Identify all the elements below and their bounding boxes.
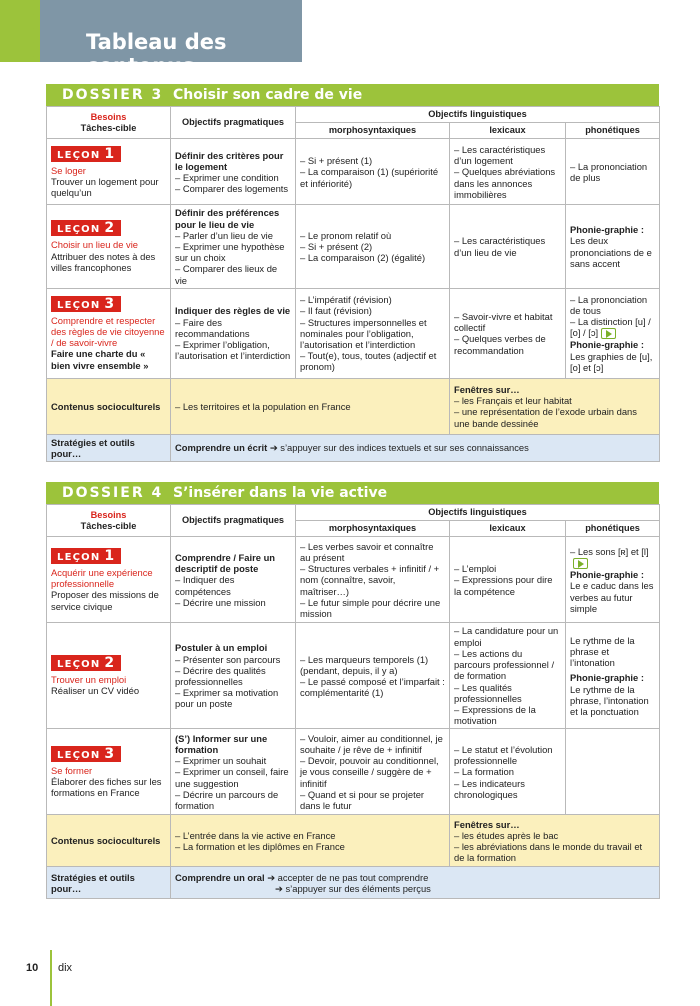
lecon-badge: LEÇON 3 — [51, 746, 121, 762]
header-row — [47, 107, 660, 123]
prag-cell: Indiquer des règles de vie – Faire des recommandations – Exprimer l’obligation, l’autorisation et l’interdiction — [171, 288, 296, 378]
lex-cell: – La candidature pour un emploi – Les actions du parcours professionnel / de formation – Les qualités professionnelles – Expressions de la motivation — [450, 623, 566, 729]
dossier-3 — [46, 84, 659, 462]
phon-cell: – La prononciation de plus — [566, 139, 660, 205]
phon-cell: Le rythme de la phrase et l’intonation Phonie-graphie : Le rythme de la phrase, l’intonation et la ponctuation — [566, 623, 660, 729]
socio-left: – Les territoires et la population en France — [171, 378, 450, 434]
phon-header: phonétiques — [566, 123, 660, 139]
page-number: 10 — [26, 962, 39, 974]
ling-header: Objectifs linguistiques — [296, 107, 660, 123]
socio-label: Contenus socioculturels — [47, 815, 171, 867]
dossier-4-label: DOSSIER 4 — [62, 485, 164, 501]
lex-cell: – Les caractéristiques d’un lieu de vie — [450, 205, 566, 288]
strat-label: Stratégies et outils pour… — [47, 434, 171, 461]
morpho-cell: – Les marqueurs temporels (1) (pendant, depuis, il y a) – Le passé composé et l’imparfait : complémentarité (1) — [296, 623, 450, 729]
dossier-4 — [46, 482, 659, 899]
lecon-badge: LEÇON 1 — [51, 146, 121, 162]
phon-cell: – Les sons [ʀ] et [l] Phonie-graphie : Le e caduc dans les verbes au futur simple — [566, 537, 660, 623]
phon-cell: Phonie-graphie : Les deux prononciations de e sans accent — [566, 205, 660, 288]
dossier-3-table — [46, 106, 660, 462]
morpho-cell: – L’impératif (révision) – Il faut (révision) – Structures impersonnelles et nominales pour l’obligation, l’autorisation et l’interdiction – Tout(e), tous, toutes (adjectif et pronom) — [296, 288, 450, 378]
title-banner — [40, 0, 302, 78]
dossier-3-header — [46, 84, 659, 106]
corner-decoration — [0, 0, 40, 62]
lecon-row — [47, 623, 660, 729]
lex-cell: – Le statut et l’évolution professionnelle – La formation – Les indicateurs chronologiques — [450, 729, 566, 815]
lecon-cell: LEÇON 3 Se former Élaborer des fiches sur les formations en France — [47, 729, 171, 815]
lecon-cell: LEÇON 2 Trouver un emploi Réaliser un CV vidéo — [47, 623, 171, 729]
strat-row — [47, 867, 660, 899]
lecon-cell: LEÇON 2 Choisir un lieu de vie Attribuer des notes à des villes francophones — [47, 205, 171, 288]
lecon-cell: LEÇON 3 Comprendre et respecter des règles de vie citoyenne / de savoir-vivre Faire une charte du « bien vivre ensemble » — [47, 288, 171, 378]
dossier-3-label: DOSSIER 3 — [62, 87, 164, 103]
strat-content: Comprendre un écrit ➔ s’appuyer sur des indices textuels et sur ses connaissances — [171, 434, 660, 461]
prag-header: Objectifs pragmatiques — [171, 107, 296, 139]
strat-label: Stratégies et outils pour… — [47, 867, 171, 899]
dossier-4-header — [46, 482, 659, 504]
morpho-header: morphosyntaxiques — [296, 123, 450, 139]
prag-cell: Définir des préférences pour le lieu de vie – Parler d’un lieu de vie – Exprimer une hypothèse sur un choix – Comparer des lieux de vie — [171, 205, 296, 288]
lecon-badge: LEÇON 2 — [51, 655, 121, 671]
phon-cell: – La prononciation de tous – La distinction [u] / [o] / [ɔ] Phonie-graphie : Les graphies de [u], [o] et [ɔ] — [566, 288, 660, 378]
prag-cell: Définir des critères pour le logement – Exprimer une condition – Comparer des logements — [171, 139, 296, 205]
morpho-cell: – Les verbes savoir et connaître au présent – Structures verbales + infinitif / + nom (connaître, savoir, maîtriser…) – Le futur simple pour décrire une mission — [296, 537, 450, 623]
besoins-header: Besoins Tâches-cible — [47, 107, 171, 139]
socio-right: Fenêtres sur… – les études après le bac – les abréviations dans le monde du travail et de la formation — [450, 815, 660, 867]
socio-row — [47, 378, 660, 434]
dossier-3-title: Choisir son cadre de vie — [173, 87, 363, 103]
prag-cell: (S’) Informer sur une formation – Exprimer un souhait – Exprimer un conseil, faire une suggestion – Décrire un parcours de formation — [171, 729, 296, 815]
strat-content: Comprendre un oral ➔ accepter de ne pas tout comprendre ➔ s’appuyer sur des éléments perçus — [171, 867, 660, 899]
morpho-cell: – Si + présent (1) – La comparaison (1) (supériorité et infériorité) — [296, 139, 450, 205]
morpho-cell: – Le pronom relatif où – Si + présent (2) – La comparaison (2) (égalité) — [296, 205, 450, 288]
socio-left: – L’entrée dans la vie active en France – La formation et les diplômes en France — [171, 815, 450, 867]
socio-label: Contenus socioculturels — [47, 378, 171, 434]
dossier-4-title: S’insérer dans la vie active — [173, 485, 388, 501]
lecon-row — [47, 537, 660, 623]
morpho-cell: – Vouloir, aimer au conditionnel, je souhaite / je rêve de + infinitif – Devoir, pouvoir au conditionnel, je vous conseille / suggère de + infinitif – Quand et si pour se projeter dans le futur — [296, 729, 450, 815]
lecon-row — [47, 139, 660, 205]
lex-cell: – L’emploi – Expressions pour dire la compétence — [450, 537, 566, 623]
page-word: dix — [58, 962, 73, 974]
lex-header: lexicaux — [450, 521, 566, 537]
lex-cell: – Les caractéristiques d’un logement – Quelques abréviations dans les annonces immobilières — [450, 139, 566, 205]
footer-divider — [50, 950, 52, 1006]
lecon-row — [47, 288, 660, 378]
socio-row — [47, 815, 660, 867]
strat-row — [47, 434, 660, 461]
lecon-row — [47, 205, 660, 288]
prag-cell: Postuler à un emploi – Présenter son parcours – Décrire des qualités professionnelles – Exprimer sa motivation pour un poste — [171, 623, 296, 729]
dossier-4-table — [46, 504, 660, 899]
prag-header: Objectifs pragmatiques — [171, 505, 296, 537]
lecon-cell: LEÇON 1 Se loger Trouver un logement pour quelqu’un — [47, 139, 171, 205]
lex-header: lexicaux — [450, 123, 566, 139]
lecon-badge: LEÇON 1 — [51, 548, 121, 564]
phon-header: phonétiques — [566, 521, 660, 537]
lecon-badge: LEÇON 2 — [51, 220, 121, 236]
lecon-row — [47, 729, 660, 815]
audio-play-icon[interactable] — [601, 328, 616, 339]
audio-play-icon[interactable] — [573, 558, 588, 569]
socio-right: Fenêtres sur… – les Français et leur habitat – une représentation de l’exode urbain dans une bande dessinée — [450, 378, 660, 434]
lex-cell: – Savoir-vivre et habitat collectif – Quelques verbes de recommandation — [450, 288, 566, 378]
ling-header: Objectifs linguistiques — [296, 505, 660, 521]
besoins-header: Besoins Tâches-cible — [47, 505, 171, 537]
header-row — [47, 505, 660, 521]
page-title: Tableau des contenus — [86, 30, 227, 78]
morpho-header: morphosyntaxiques — [296, 521, 450, 537]
prag-cell: Comprendre / Faire un descriptif de poste – Indiquer des compétences – Décrire une mission — [171, 537, 296, 623]
lecon-cell: LEÇON 1 Acquérir une expérience professionnelle Proposer des missions de service civique — [47, 537, 171, 623]
phon-cell — [566, 729, 660, 815]
lecon-badge: LEÇON 3 — [51, 296, 121, 312]
